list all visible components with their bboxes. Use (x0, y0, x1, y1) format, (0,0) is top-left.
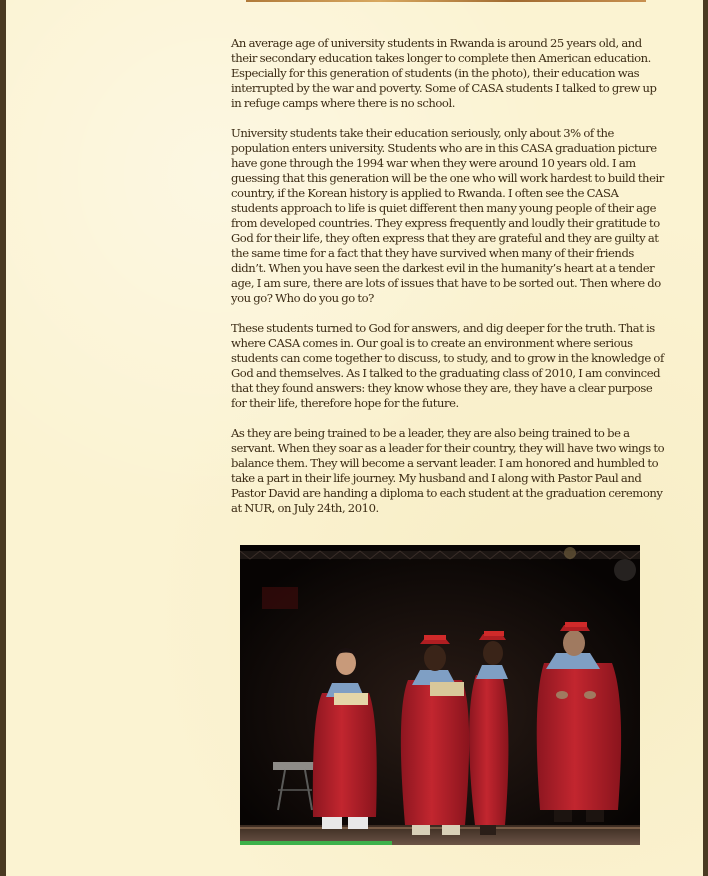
paragraph-education: University students take their education seriously, only about 3% of the population enters university. Students who are in this CASA graduation picture have gone through the 1994 war when they were around 10 years old. I am guessing that this generation will be the one who will work hardest to build their country, if the Korean history is applied to Rwanda. I often see the CASA students approach to life is quiet different then many young people of their age from developed countries. They express frequently and loudly their gratitude to God for their life, they often express that they are grateful and they are guilty at the same time for a fact that they have survived when many of their friends didn’t. When you have seen the darkest evil in the humanity’s heart at a tender age, I am sure, there are lots of issues that have to be sorted out. Then where do you go? Who do you go to? (231, 126, 664, 305)
graduation-photo (240, 545, 640, 845)
paragraph-age: An average age of university students in Rwanda is around 25 years old, and their secondary education takes longer to complete then American education. Especially for this generation of students (in the photo), their education was interrupted by the war and poverty. Some of CASA students I talked to grew up in refuge camps where there is no school. (231, 36, 657, 110)
photo-caption-bar (240, 841, 392, 845)
article-body (231, 36, 665, 531)
graduation-photo-illustration (240, 545, 640, 845)
top-image-edge (246, 0, 646, 2)
paragraph-servant: As they are being trained to be a leader, they are also being trained to be a servant. When they soar as a leader for their country, they will have two wings to balance them. They will become a servant leader. I am honored and humbled to take a part in their life journey. My husband and I along with Pastor Paul and Pastor David are handing a diploma to each student at the graduation ceremony at NUR, on July 24th, 2010. (231, 426, 665, 515)
paragraph-casa: These students turned to God for answers, and dig deeper for the truth. That is where CASA comes in. Our goal is to create an environment where serious students can come together to discuss, to study, and to grow in the knowledge of God and themselves. As I talked to the graduating class of 2010, I am convinced that they found answers: they know whose they are, they have a clear purpose for their life, therefore hope for the future. (231, 321, 664, 410)
